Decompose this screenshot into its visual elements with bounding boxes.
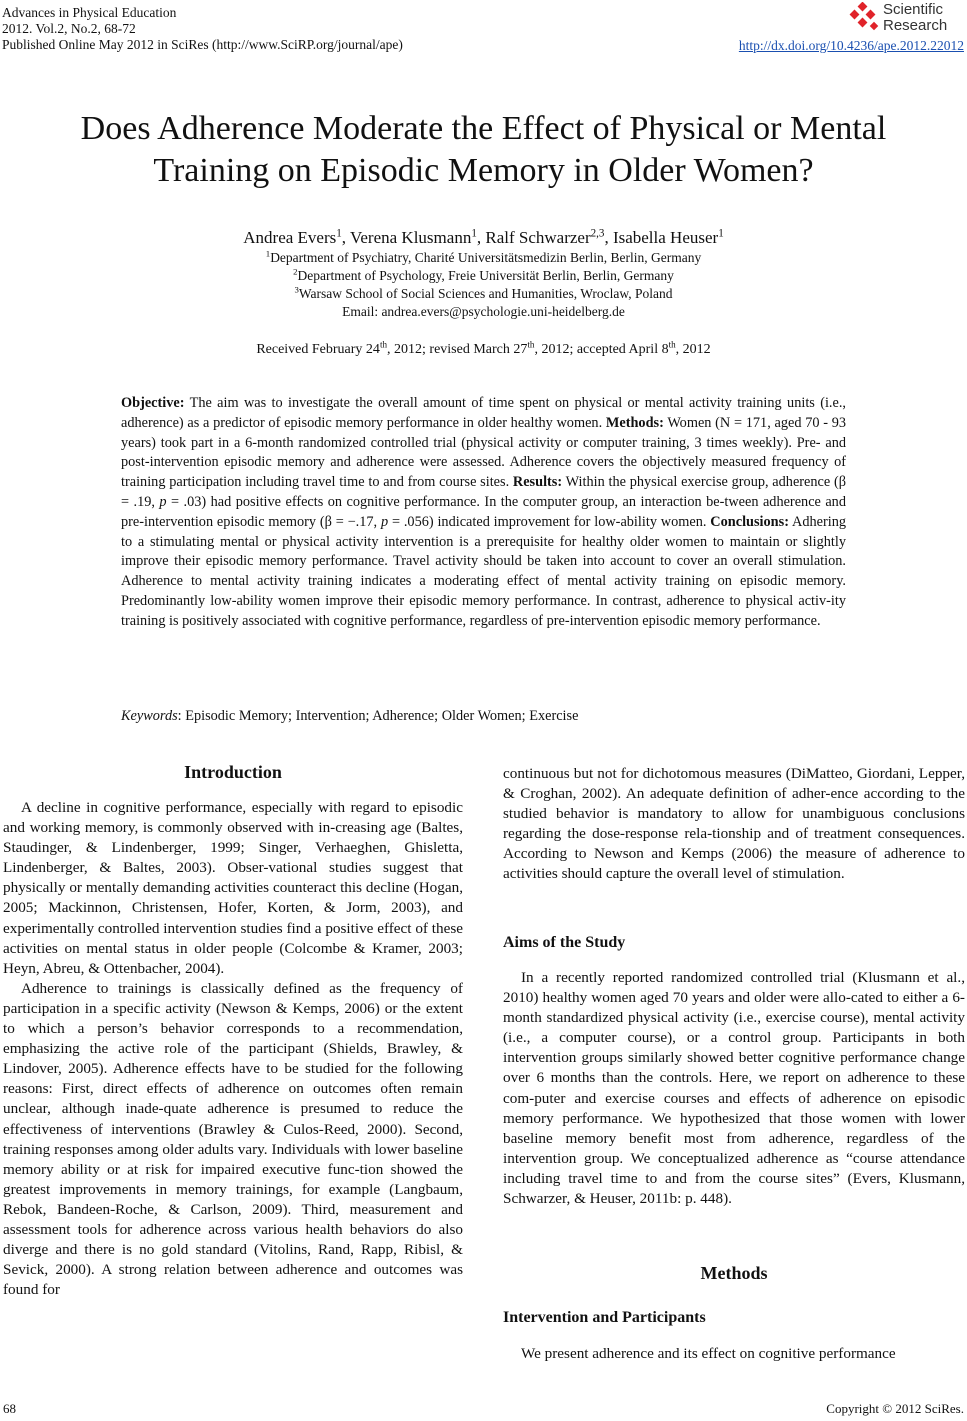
received-text: Received February 24 (256, 342, 380, 357)
p-symbol: p (159, 493, 167, 510)
results-label: Results: (512, 474, 563, 491)
affil-text: Warsaw School of Social Sciences and Humanities, Wroclaw, Poland (298, 286, 673, 301)
conclusions-text: Adhering to a stimulating mental or physical activity intervention is a prerequisite for healthy older women to maintain or slightly improve their episodic memory performance. Travel activity should be taken into account to cover an overall stimulation. Adherence to mental activity training indicates a moderating effect of mental activity training on episodic memory. Predominantly low-ability women improve their episodic memory performance. In contrast, adherence to physical activ-ity training is positively associated with cognitive performance, regardless of pre-intervention episodic memory performance. (121, 513, 846, 629)
journal-name: Advances in Physical Education (2, 5, 177, 20)
left-column (3, 798, 463, 1300)
affil-sup: 3 (294, 284, 299, 295)
p-symbol: p (380, 513, 389, 530)
aims-section (503, 968, 965, 1209)
methods-heading: Methods (700, 1263, 768, 1283)
right-column-top (503, 764, 965, 885)
author-name: , Isabella Heuser (604, 228, 719, 247)
accepted-text: , 2012; accepted April 8 (534, 342, 669, 357)
title-line-2: Training on Episodic Memory in Older Women? (153, 152, 814, 189)
ordinal-sup: th (668, 339, 676, 350)
intervention-section (503, 1344, 965, 1364)
keywords-text: : Episodic Memory; Intervention; Adherence; Older Women; Exercise (177, 708, 579, 724)
introduction-heading: Introduction (184, 762, 282, 782)
affiliation-1 (0, 250, 967, 266)
conclusions-label: Conclusions: (710, 513, 789, 530)
intervention-heading: Intervention and Participants (503, 1309, 706, 1326)
doi-link[interactable]: http://dx.doi.org/10.4236/ape.2012.22012 (738, 38, 964, 53)
author-name: Andrea Evers (243, 228, 337, 247)
page-number: 68 (3, 1401, 16, 1416)
affiliation-2 (0, 268, 967, 284)
intro-paragraph-1: A decline in cognitive performance, especially with regard to episodic and working memory, is commonly observed with in-creasing age (Baltes, Staudinger, & Lindenberger, 1999; Singer, Verhaeghen, Ghisletta, Lindenberger, & Baltes, 2003). Obser-vational studies suggest that physically or mentally demanding activities counteract this decline (Hogan, 2005; Mackinnon, Christensen, Hofer, Korten, & Jorm, 2003), and experimentally controlled intervention studies find a positive effect of these activities on mental status in older people (Colcombe & Kramer, 2003; Heyn, Abreu, & Ottenbacher, 2004). (3, 799, 463, 977)
objective-label: Objective: (121, 395, 185, 411)
results-text: = .056) indicated improvement for low-ability women. (388, 513, 711, 530)
author-name: , Verena Klusmann (341, 228, 472, 247)
author-list (0, 228, 967, 248)
title-line-1: Does Adherence Moderate the Effect of Physical or Mental (80, 110, 887, 147)
logo-icon (847, 2, 881, 34)
revised-text: , 2012; revised March 27 (387, 342, 528, 357)
affil-text: Department of Psychiatry, Charité Universitätsmedizin Berlin, Berlin, Germany (270, 250, 702, 265)
affil-sup: 1 (265, 248, 271, 259)
author-affil-sup: 1 (336, 227, 342, 240)
intervention-paragraph: We present adherence and its effect on cognitive performance (521, 1345, 896, 1362)
ordinal-sup: th (527, 339, 535, 350)
methods-label: Methods: (605, 414, 664, 431)
author-affil-sup: 1 (718, 227, 724, 240)
ordinal-sup: th (379, 339, 388, 350)
keywords-label: Keywords (121, 708, 178, 724)
author-affil-sup: 2,3 (590, 227, 605, 240)
aims-heading: Aims of the Study (503, 934, 626, 951)
journal-header (2, 5, 403, 53)
results-text: = .03) had positive effects on cognitive performance. In the computer group, an interaction be-tween adherence and pre-intervention episodic memory (β = −.17, (121, 493, 846, 530)
results-text: Within the physical exercise group, adherence (β = .19, (121, 474, 846, 510)
copyright: Copyright © 2012 SciRes. (826, 1401, 964, 1416)
author-email: Email: andrea.evers@psychologie.uni-heidelberg.de (342, 304, 625, 319)
affil-text: Department of Psychology, Freie Universität Berlin, Berlin, Germany (297, 268, 674, 283)
methods-text: Women (N = 171, aged 70 - 93 years) took part in a 6-month randomized controlled trial (physical activity or computer training, 3 times weekly). Pre- and post-intervention episodic memory and adherence were assessed. Adherence covers the objectively measured frequency of training participation including travel time to and from course sites. (121, 414, 846, 491)
abstract (121, 394, 846, 632)
intro-continuation: continuous but not for dichotomous measures (DiMatteo, Giordani, Lepper, & Croghan, 2002). An adequate definition of adher-ence according to the studied behavior is mandatory to allow for unambiguous conclusions regarding the dose-response rela-tionship and of treatment consequences. According to Newson and Kemps (2006) the measure of adherence to activities should capture the overall level of stimulation. (503, 765, 965, 883)
author-name: , Ralf Schwarzer (476, 228, 591, 247)
affiliation-3 (0, 286, 967, 302)
keywords (121, 708, 846, 725)
journal-volume: 2012. Vol.2, No.2, 68-72 (2, 21, 136, 36)
paper-title (0, 108, 967, 192)
affil-sup: 2 (293, 266, 298, 277)
published-line: Published Online May 2012 in SciRes (http://www.SciRP.org/journal/ape) (2, 37, 403, 52)
objective-text: The aim was to investigate the overall amount of time spent on physical or mental activity training units (i.e., adherence) as a predictor of episodic memory performance in older healthy women. (121, 395, 846, 431)
logo-line-1: Scientific (883, 1, 944, 18)
author-affil-sup: 1 (471, 227, 477, 240)
intro-paragraph-2: Adherence to trainings is classically defined as the frequency of participation in a specific activity (Newson & Kemps, 2006) or the extent to which a person’s behavior corresponds to a recommendation, emphasizing the active role of the participant (Shields, Brawley, & Lindover, 2005). Adherence effects have to be studied for the following reasons: First, direct effects of adherence on outcomes often remain unclear, although inade-quate adherence is presumed to reduce the effectiveness of interventions (Brawley & Culos-Reed, 2000). Second, training responses among older adults vary. Individuals with lower baseline memory ability or at risk for impaired executive func-tion showed the greatest improvements in memory trainings, for example (Langbaum, Rebok, Bandeen-Roche, & Carlson, 2009). Third, measurement and assessment tools for adherence across various health behaviors do also diverge and there is no gold standard (Vitolins, Rand, Rapp, Ribisl, & Sevick, 2000). A strong relation between adherence and outcomes was found for (3, 979, 463, 1299)
aims-paragraph: In a recently reported randomized controlled trial (Klusmann et al., 2010) healthy women aged 70 years and older were allo-cated to either a 6-month standardized physical activity (i.e., exercise course), mental activity (i.e., a computer course), or a control group. Participants in both intervention groups similarly showed better cognitive performance change over 6 months than the controls. Here, we report on adherence to these com-puter and exercise courses and effects of adherence on episodic memory performance. We hypothesized that those women with lower baseline memory benefit most from adherence, regardless of the intervention group. We conceptualized adherence as “course attendance including travel time to and from the course sites” (Evers, Klusmann, Schwarzer, & Heuser, 2011b: p. 448). (503, 969, 965, 1208)
logo-line-2: Research (883, 17, 948, 34)
year-text: , 2012 (675, 342, 711, 357)
received-dates (0, 339, 967, 358)
scientific-research-logo (847, 0, 965, 38)
